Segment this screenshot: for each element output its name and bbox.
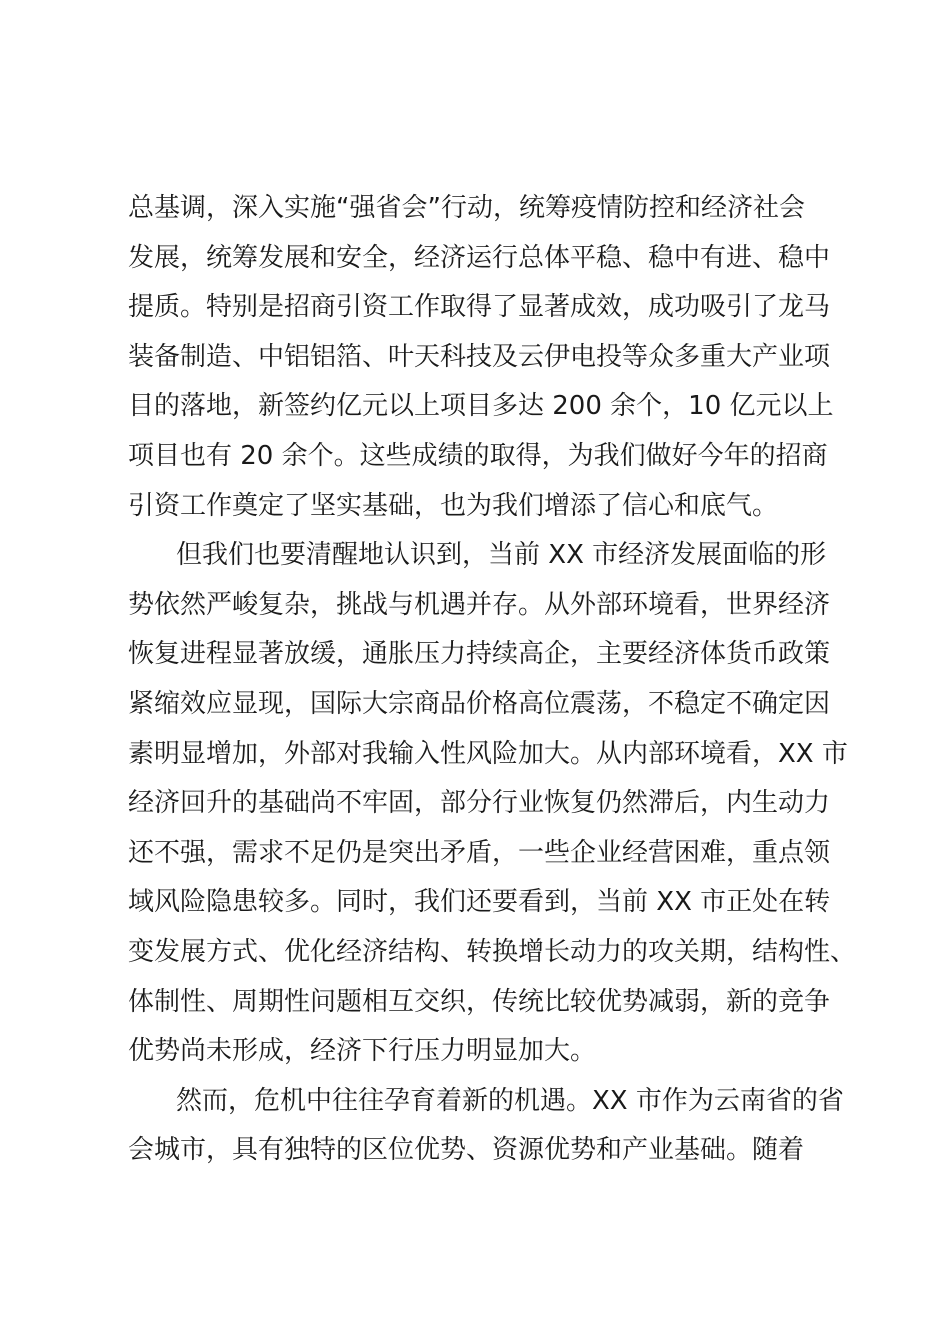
text-line: 项目也有 20 余个。这些成绩的取得，为我们做好今年的招商 [128, 440, 828, 471]
text-line: 变发展方式、优化经济结构、转换增长动力的攻关期，结构性、 [128, 936, 857, 967]
text-line: 引资工作奠定了坚实基础，也为我们增添了信心和底气。 [128, 490, 779, 521]
text-line: 目的落地，新签约亿元以上项目多达 200 余个，10 亿元以上 [128, 391, 834, 422]
body-text [128, 184, 857, 1176]
text-line: 素明显增加，外部对我输入性风险加大。从内部环境看，XX 市 [128, 738, 848, 769]
text-line: 还不强，需求不足仍是突出矛盾，一些企业经营困难，重点领 [128, 837, 831, 868]
text-line: 发展，统筹发展和安全，经济运行总体平稳、稳中有进、稳中 [128, 242, 831, 273]
paragraph-start-line: 然而，危机中往往孕育着新的机遇。XX 市作为云南省的省 [176, 1085, 844, 1116]
text-line: 总基调，深入实施“强省会”行动，统筹疫情防控和经济社会 [128, 193, 805, 223]
text-line: 装备制造、中铝铝箔、叶天科技及云伊电投等众多重大产业项 [128, 341, 831, 372]
text-line: 经济回升的基础尚不牢固，部分行业恢复仍然滞后，内生动力 [128, 788, 831, 819]
text-line: 体制性、周期性问题相互交织，传统比较优势减弱，新的竞争 [128, 986, 831, 1017]
text-line: 域风险隐患较多。同时，我们还要看到，当前 XX 市正处在转 [128, 887, 831, 918]
paragraph-start-line: 但我们也要清醒地认识到，当前 XX 市经济发展面临的形 [176, 540, 827, 571]
text-line: 提质。特别是招商引资工作取得了显著成效，成功吸引了龙马 [128, 292, 831, 323]
text-line: 势依然严峻复杂，挑战与机遇并存。从外部环境看，世界经济 [128, 589, 831, 620]
text-line: 紧缩效应显现，国际大宗商品价格高位震荡，不稳定不确定因 [128, 688, 831, 719]
text-line: 优势尚未形成，经济下行压力明显加大。 [128, 1036, 597, 1067]
text-line: 恢复进程显著放缓，通胀压力持续高企，主要经济体货币政策 [128, 639, 831, 670]
text-line: 会城市，具有独特的区位优势、资源优势和产业基础。随着 [128, 1135, 805, 1166]
